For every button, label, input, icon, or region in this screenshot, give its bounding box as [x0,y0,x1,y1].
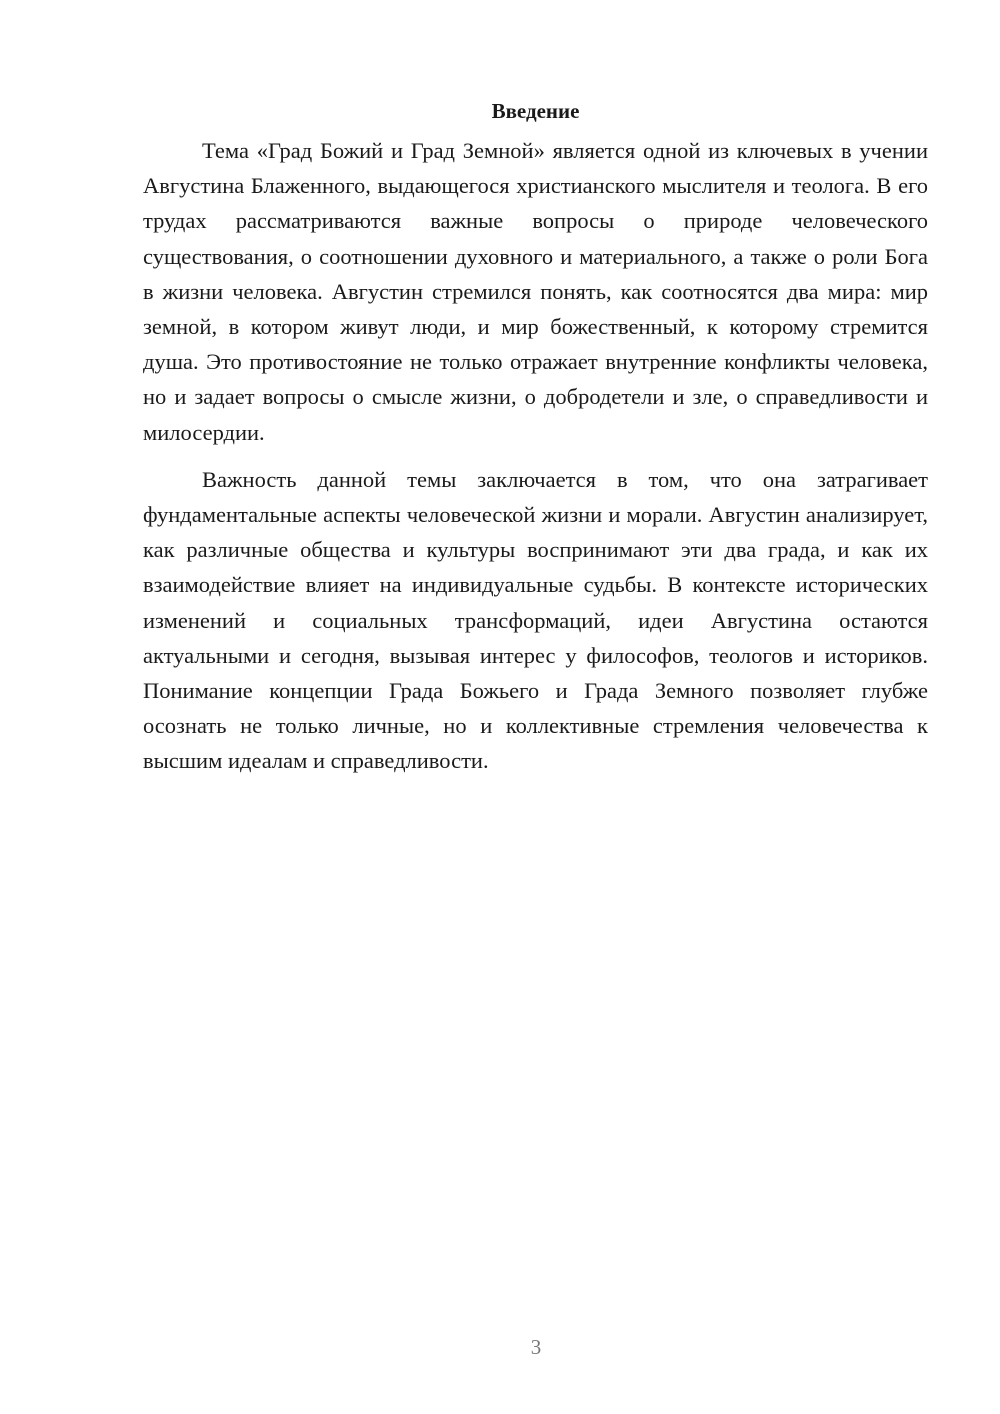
paragraph-2: Важность данной темы заключается в том, что она затрагивает фундаментальные аспекты человеческой жизни и морали. Августин анализирует, как различные общества и культуры воспринимают эти два града, и как их взаимодействие влияет на индивидуальные судьбы. В контексте исторических изменений и социальных трансформаций, идеи Августина остаются актуальными и сегодня, вызывая интерес у философов, теологов и историков. Понимание концепции Града Божьего и Града Земного позволяет глубже осознать не только личные, но и коллективные стремления человечества к высшим идеалам и справедливости. [143,466,928,774]
paragraph-1: Тема «Град Божий и Град Земной» является одной из ключевых в учении Августина Блаженного, выдающегося христианского мыслителя и теолога. В его трудах рассматриваются важные вопросы о природе человеческого существования, о соотношении духовного и материального, а также о роли Бога в жизни человека. Августин стремился понять, как соотносятся два мира: мир земной, в котором живут люди, и мир божественный, к которому стремится душа. Это противостояние не только отражает внутренние конфликты человека, но и задает вопросы о смысле жизни, о добродетели и зле, о справедливости и милосердии. [143,138,928,445]
section-title: Введение [491,99,580,123]
page-number: 3 [530,1335,542,1359]
page-content [143,97,928,779]
